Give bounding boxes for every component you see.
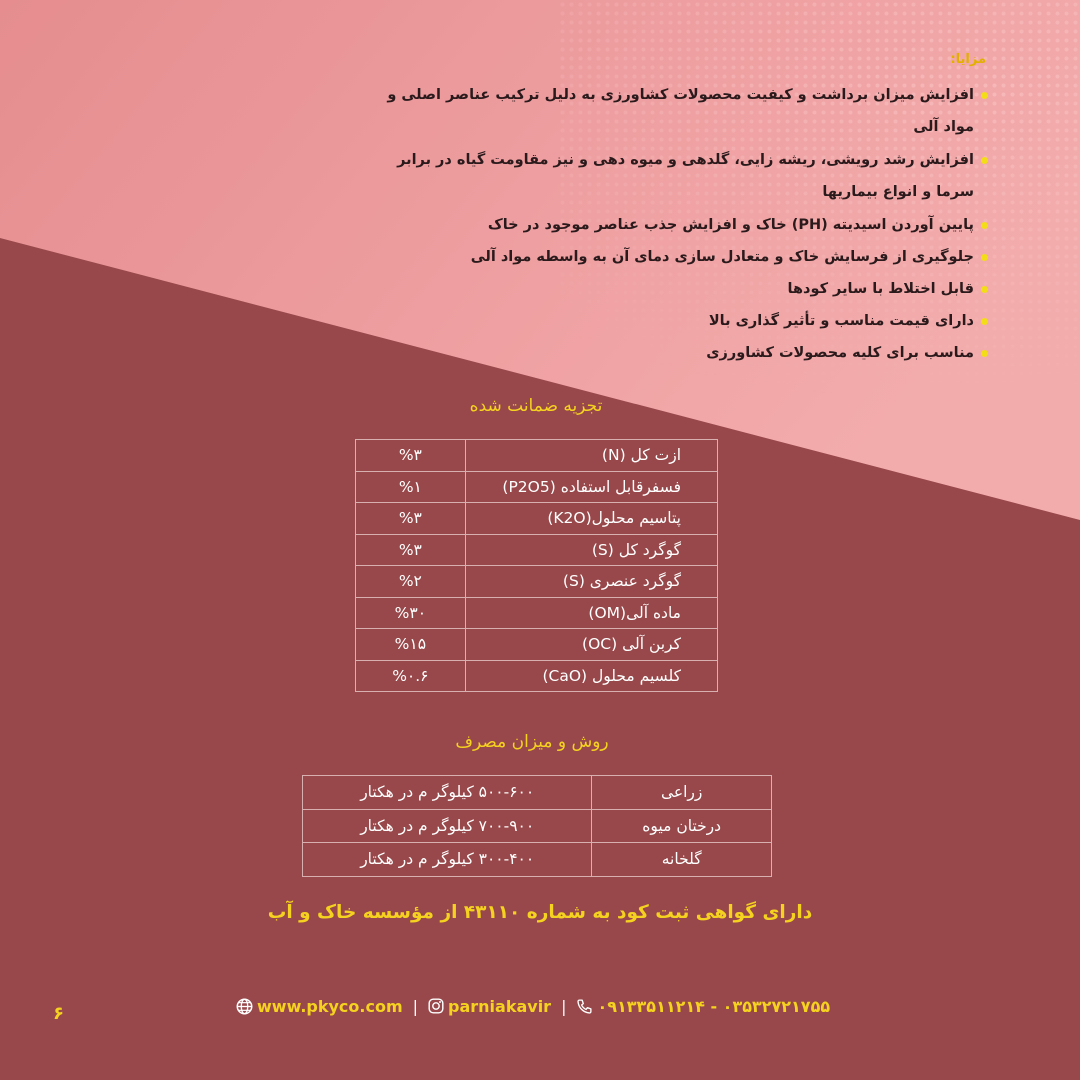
- usage-crop: گلخانه: [592, 843, 772, 877]
- instagram-link[interactable]: [428, 997, 551, 1016]
- usage-rate: ۵۰۰-۶۰۰ کیلوگر م در هکتار: [303, 776, 592, 810]
- table-row: [356, 629, 718, 661]
- analysis-value: %۲: [356, 566, 466, 598]
- phone-text: ۰۹۱۳۳۵۱۱۲۱۴ - ۰۳۵۳۲۷۲۱۷۵۵: [597, 996, 831, 1016]
- footer-separator: |: [412, 996, 419, 1016]
- benefit-item: جلوگیری از فرسایش خاک و متعادل سازی دمای آن به واسطه مواد آلی: [368, 241, 988, 273]
- benefit-item: پایین آوردن اسیدیته (PH) خاک و افزایش جذب عناصر موجود در خاک: [368, 209, 988, 241]
- usage-rate: ۳۰۰-۴۰۰ کیلوگر م در هکتار: [303, 843, 592, 877]
- table-row: [356, 566, 718, 598]
- table-row: [356, 471, 718, 503]
- analysis-label: ماده آلی(OM): [465, 597, 717, 629]
- benefit-item: مناسب برای کلیه محصولات کشاورزی: [368, 337, 988, 369]
- analysis-value: %۳: [356, 534, 466, 566]
- usage-rate: ۷۰۰-۹۰۰ کیلوگر م در هکتار: [303, 809, 592, 843]
- benefit-item: دارای قیمت مناسب و تأثیر گذاری بالا: [368, 305, 988, 337]
- website-text: www.pkyco.com: [257, 996, 403, 1016]
- benefits-list: [368, 79, 988, 369]
- analysis-table: [355, 439, 718, 692]
- table-row: [303, 809, 772, 843]
- analysis-label: فسفرقابل استفاده (P2O5): [465, 471, 717, 503]
- footer-separator: |: [561, 996, 567, 1016]
- analysis-value: %۳: [356, 503, 466, 535]
- analysis-label: کلسیم محلول (CaO): [465, 660, 717, 692]
- analysis-label: پتاسیم محلول(K2O): [465, 503, 717, 535]
- analysis-value: %۰.۶: [356, 660, 466, 692]
- website-link[interactable]: [236, 997, 403, 1016]
- analysis-label: ازت کل (N): [465, 440, 717, 472]
- instagram-icon: [428, 998, 444, 1014]
- usage-crop: زراعی: [592, 776, 772, 810]
- benefit-item: افزایش رشد رویشی، ریشه زایی، گلدهی و میوه دهی و نیز مقاومت گیاه در برابر سرما و انواع بیماریها: [368, 144, 988, 208]
- analysis-value: %۱۵: [356, 629, 466, 661]
- page-number: ۶: [53, 1003, 64, 1024]
- instagram-text: parniakavir: [448, 996, 552, 1016]
- benefits-title: مزایا:: [950, 52, 986, 67]
- table-row: [356, 440, 718, 472]
- footer-contact: [236, 993, 830, 1019]
- analysis-label: کربن آلی (OC): [465, 629, 717, 661]
- table-row: [356, 660, 718, 692]
- usage-title: روش و میزان مصرف: [455, 732, 609, 752]
- benefit-item: افزایش میزان برداشت و کیفیت محصولات کشاورزی به دلیل ترکیب عناصر اصلی و مواد آلی: [368, 79, 988, 143]
- globe-icon: [236, 998, 253, 1015]
- table-row: [303, 776, 772, 810]
- analysis-label: گوگرد عنصری (S): [465, 566, 717, 598]
- phone-icon: [576, 998, 593, 1015]
- analysis-value: %۳۰: [356, 597, 466, 629]
- table-row: [356, 503, 718, 535]
- phone-link[interactable]: [576, 997, 830, 1016]
- certificate-text: دارای گواهی ثبت کود به شماره ۴۳۱۱۰ از مؤسسه خاک و آب: [267, 902, 813, 923]
- table-row: [356, 534, 718, 566]
- analysis-value: %۳: [356, 440, 466, 472]
- analysis-label: گوگرد کل (S): [465, 534, 717, 566]
- usage-crop: درختان میوه: [592, 809, 772, 843]
- analysis-title: تجزیه ضمانت شده: [469, 396, 603, 416]
- table-row: [303, 843, 772, 877]
- benefits-section: [368, 52, 988, 369]
- analysis-value: %۱: [356, 471, 466, 503]
- usage-table: [302, 775, 772, 877]
- benefit-item: قابل اختلاط با سایر کودها: [368, 273, 988, 305]
- table-row: [356, 597, 718, 629]
